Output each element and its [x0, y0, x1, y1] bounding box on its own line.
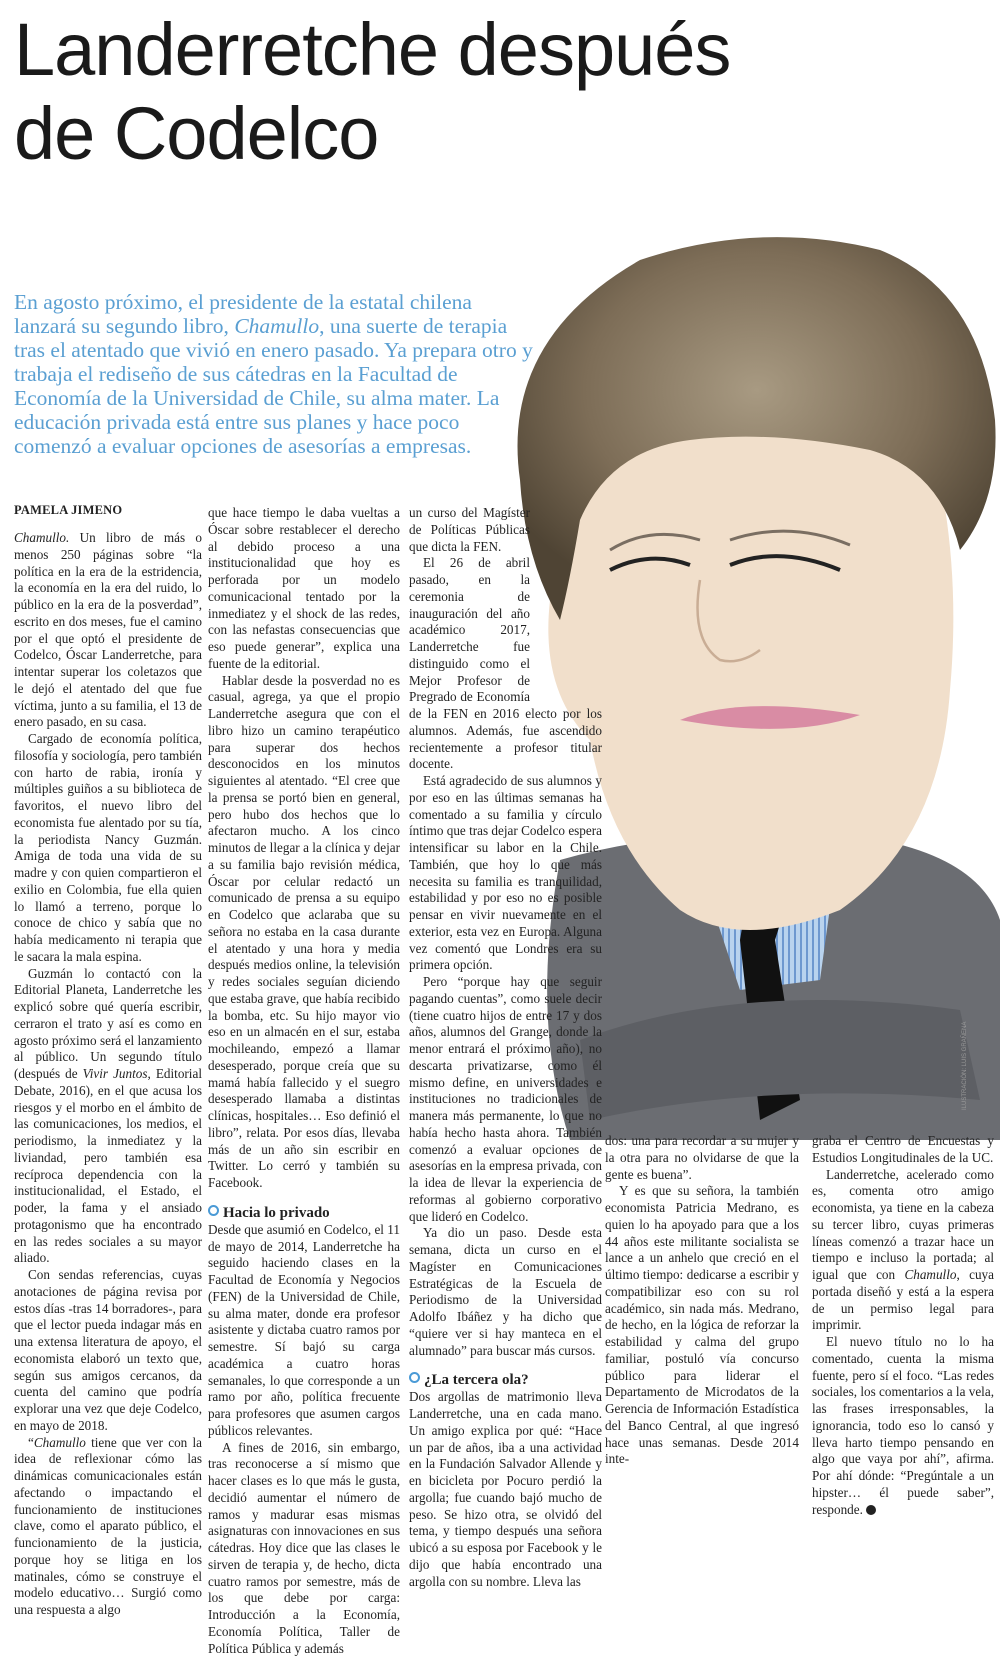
- circle-bullet-icon: [208, 1205, 219, 1216]
- byline: PAMELA JIMENO: [14, 503, 122, 518]
- paragraph-text: tiene que ver con la idea de reflexionar cómo las dinámicas comunicacionales están afectando o impactando el funcionamiento de instituciones clave, como el aparato público, el funcionamiento de la justicia, porque hoy se litiga en los matinales, cómo se construye el modelo educativo… Surgió como una respuesta a algo: [14, 1435, 202, 1618]
- section-heading: [208, 1204, 400, 1222]
- article-paragraph: [14, 1435, 202, 1619]
- article-paragraph: [409, 773, 602, 974]
- paragraph-text: Cargado de economía política, filosofía y sociología, pero también con harto de rabia, ironía y múltiples guiños a su biblioteca de favoritos, el nuevo libro del economista fue alentado por su tía, la periodista Nancy Guzmán. Amiga de toda una vida de su madre y con quien compartieron el exilio en Colombia, fue ella quien lo llamó a terreno, porque lo conoce de chico y sabía que no había medicamento ni terapia que le sacara la mala espina.: [14, 731, 202, 964]
- paragraph-text: Y es que su señora, la también economista Patricia Medrano, es quien lo ha apoyado para que a los 44 años este militante socialista se lance a un anhelo que creció en el último tiempo: dedicarse a escribir y compatibilizar eso con su rol académico, sin nada más. Medrano, de hecho, en la lógica de reforzar la estabilidad y calma del grupo familiar, postuló vía concurso público para liderar el Departamento de Microdatos de la Gerencia de Información Estadística del Banco Central, al que ingresó hace unas semanas. Desde 2014 inte-: [605, 1183, 799, 1466]
- paragraph-text: graba el Centro de Encuestas y Estudios Longitudinales de la UC.: [812, 1133, 994, 1165]
- paragraph-text: que hace tiempo le daba vueltas a Óscar sobre restablecer el derecho al debido proceso a una institucionalidad que hoy es perforada por un modelo comunicacional tentado por la inmediatez y el shock de las redes, con las nefastas consecuencias que eso puede generar”, explica una fuente de la editorial.: [208, 505, 400, 671]
- italic-title: Chamullo: [34, 1435, 86, 1450]
- paragraph-text: A fines de 2016, sin embargo, tras reconocerse a sí mismo que hacer clases es lo que más le gusta, decidió aumentar el número de ramos y madurar esas mismas asignaturas con innovaciones en sus cátedras. Hoy dice que las clases le sirven de terapia y, de hecho, dicta cuatro ramos por semestre, más de los que debe por carga: Introducción a la Economía, Economía Política, Taller de Política Pública y además: [208, 1440, 400, 1656]
- paragraph-text: , cuya portada diseñó y está a la espera de un permiso legal para imprimir.: [812, 1267, 994, 1332]
- article-column-4: [605, 1133, 799, 1468]
- circle-bullet-icon: [409, 1372, 420, 1383]
- paragraph-text: un curso del Magíster de Políticas Públicas que dicta la FEN.: [409, 505, 530, 554]
- end-mark-icon: [866, 1505, 876, 1515]
- article-column-5: [812, 1133, 994, 1518]
- illustration-wrap-spacer: [530, 505, 602, 705]
- section-heading-text: ¿La tercera ola?: [424, 1372, 529, 1388]
- article-paragraph: [605, 1133, 799, 1183]
- article-paragraph: [409, 1389, 602, 1590]
- italic-title: Vivir Juntos: [83, 1066, 148, 1081]
- illustration-credit: ILUSTRACIÓN: LUIS GRAÑENA: [962, 1022, 968, 1110]
- paragraph-text: , Editorial Debate, 2016), en el que acusa los riesgos y el morbo en el ámbito de las comunicaciones, los medios, el periodismo, la inmediatez y la liviandad, pero también esa recíproca dependencia con la institucionalidad, el Estado, el poder, la fama y el ansiado protagonismo que ha encontrado en las redes sociales a su mayor aliado.: [14, 1066, 202, 1265]
- article-paragraph: [409, 1225, 602, 1359]
- italic-title: Chamullo.: [14, 530, 69, 545]
- article-column-2: [208, 505, 400, 1657]
- paragraph-text: El 26 de abril pasado, en la ceremonia de inauguración del año académico 2017, Landerretche fue distinguido como el Mejor Profesor de Pregrado de Economía de la FEN en 2016 electo por los alumnos. Además, fue ascendido recientemente a profesor titular docente.: [409, 555, 602, 771]
- article-paragraph: [812, 1167, 994, 1335]
- paragraph-text: Pero “porque hay que seguir pagando cuentas”, como suele decir (tiene cuatro hijos de entre 17 y dos años, alumnos del Grange, donde la menor entrará el próximo año), no descarta privatizarse, como él mismo define, en universidades e instituciones no tradicionales de manera más permanente, lo que no había hecho hasta ahora. También comenzó a evaluar opciones de asesorías en la empresa privada, con la idea de llevar la experiencia de reformas al gobierno corporativo que lideró en Codelco.: [409, 974, 602, 1224]
- paragraph-text: El nuevo título no lo ha comentado, cuenta la misma fuente, pero sí el foco. “Las redes sociales, los comentarios a la vela, las frases irresponsables, la ignorancia, todo eso lo cansó y lleva harto tiempo pensando en algo que vaya por ahí”, afirma. Por ahí dónde: “Pregúntale a un hipster… él puede saber”, responde.: [812, 1334, 994, 1517]
- article-column-1: [14, 530, 202, 1619]
- paragraph-text: “: [28, 1435, 34, 1450]
- article-paragraph: [208, 1440, 400, 1657]
- article-paragraph: [208, 673, 400, 1192]
- paragraph-text: Dos argollas de matrimonio lleva Landerretche, una en cada mano. Un amigo explica por qué: “Hace un par de años, iba a una actividad en la Fundación Salvador Allende y en bicicleta por Pocuro perdió la argolla; fue cuando bajó mucho de peso. Se hizo otra, se olvidó del tema, y tiempo después una señora ubicó a su esposa por Facebook y le dijo que había encontrado una argolla con su nombre. Lleva las: [409, 1389, 602, 1588]
- paragraph-text: Un libro de más o menos 250 páginas sobre “la política en la era de la estridencia, la economía en la era del ruido, lo público en la era de la posverdad”, escrito en dos meses, fue el camino por el que optó el presidente de Codelco, Óscar Landerretche, para intentar superar los coletazos que le dejó el atentado del que fue víctima, junto a su familia, el 13 de enero pasado, en su casa.: [14, 530, 202, 729]
- paragraph-text: Hablar desde la posverdad no es casual, agrega, ya que el propio Landerretche asegura que con el libro hizo un camino terapéutico para superar dos hechos desconocidos en los minutos siguientes al atentado. “El cree que la prensa se portó bien en general, pero hubo dos hechos que lo afectaron mucho. A los cinco minutos de llegar a la clínica y dejar a su familia bajo revisión médica, Óscar por celular redactó un comunicado de prensa a su equipo en Codelco que aclaraba que su señora no estaba en la casa durante el atentado y una hora y media después medios online, la televisión y redes sociales seguían diciendo que estaba grave, que había recibido la bomba, etc. Su hijo mayor vio eso en un almacén en el sur, estaba mochileando, empezó a llamar desesperado, porque creía que su mamá había fallecido y el suegro desesperado llamaba a distintas clínicas, hospitales… Eso definió el libro”, relata. Por esos días, llevaba más de un año sin escribir en Twitter. Lo cerró y también su Facebook.: [208, 673, 400, 1191]
- article-paragraph: [812, 1334, 994, 1518]
- article-paragraph: [208, 1222, 400, 1440]
- italic-title: Chamullo: [904, 1267, 956, 1282]
- lede-text: , una suerte de terapia tras el atentado que vivió en enero pasado. Ya prepara otro y trabaja el rediseño de sus cátedras en la Facultad de Economía de la Universidad de Chile, su alma mater. La educación privada está entre sus planes y hace poco comenzó a evaluar opciones de asesorías a empresas.: [14, 314, 533, 458]
- paragraph-text: dos: una para recordar a su mujer y la otra para no olvidarse de que la gente es buena”.: [605, 1133, 799, 1182]
- paragraph-text: Landerretche, acelerado como es, comenta otro amigo economista, ya tiene en la cabeza su tercer libro, cuyas primeras líneas comenzó a trazar hace un tiempo e incluso la portada; al igual que con: [812, 1167, 994, 1283]
- article-paragraph: [208, 505, 400, 673]
- lede-book-title: Chamullo: [234, 314, 319, 338]
- paragraph-text: Ya dio un paso. Desde esta semana, dicta un curso en el Magíster en Comunicaciones Estratégicas de la Escuela de Periodismo de la Universidad Adolfo Ibáñez y ha dicho que “quiere ver si hay manteca en el alumnado” para buscar más cursos.: [409, 1225, 602, 1357]
- lede-text: En agosto próximo, el presidente de la estatal chilena lanzará su segundo libro,: [14, 290, 472, 338]
- section-heading-text: Hacia lo privado: [223, 1205, 330, 1221]
- headline: Landerretche después de Codelco: [14, 8, 814, 176]
- article-paragraph: [409, 974, 602, 1225]
- article-paragraph: [14, 530, 202, 731]
- article-paragraph: [14, 731, 202, 966]
- paragraph-text: Guzmán lo contactó con la Editorial Planeta, Landerretche les explicó sobre qué quería escribir, cerraron el trato y así es como en agosto próximo será el lanzamiento al público. Un segundo título (después de: [14, 966, 202, 1082]
- paragraph-text: Con sendas referencias, cuyas anotaciones de página revisa por estos días -tras 14 borradores-, para que el lector pueda indagar más en una extensa literatura de apoyo, el economista elaboró un texto que, según sus amigos cercanos, da cuenta del camino que podría explorar una vez que deje Codelco, en mayo de 2018.: [14, 1267, 202, 1433]
- paragraph-text: Desde que asumió en Codelco, el 11 de mayo de 2014, Landerretche ha seguido haciendo clases en la Facultad de Economía y Negocios (FEN) de la Universidad de Chile, su alma mater, donde era profesor asistente y dictaba cuatro ramos por semestre. Sí bajó su carga académica a cuatro horas semanales, lo que corresponde a un ramo por año, política frecuente para profesores que asumen cargos públicos relevantes.: [208, 1222, 400, 1438]
- paragraph-text: Está agradecido de sus alumnos y por eso en las últimas semanas ha comentado a su familia y círculo íntimo que tras dejar Codelco espera intensificar su labor en la Chile. También, que hoy lo que más necesita su familia es tranquilidad, estabilidad y por eso no es posible pensar en vivir nuevamente en el exterior, esta vez en Europa. Alguna vez comentó que Londres era su primera opción.: [409, 773, 602, 972]
- article-column-3: [409, 505, 602, 1590]
- article-paragraph: [605, 1183, 799, 1468]
- article-paragraph: [14, 966, 202, 1268]
- article-paragraph: [812, 1133, 994, 1167]
- article-paragraph: [14, 1267, 202, 1435]
- section-heading: [409, 1371, 602, 1389]
